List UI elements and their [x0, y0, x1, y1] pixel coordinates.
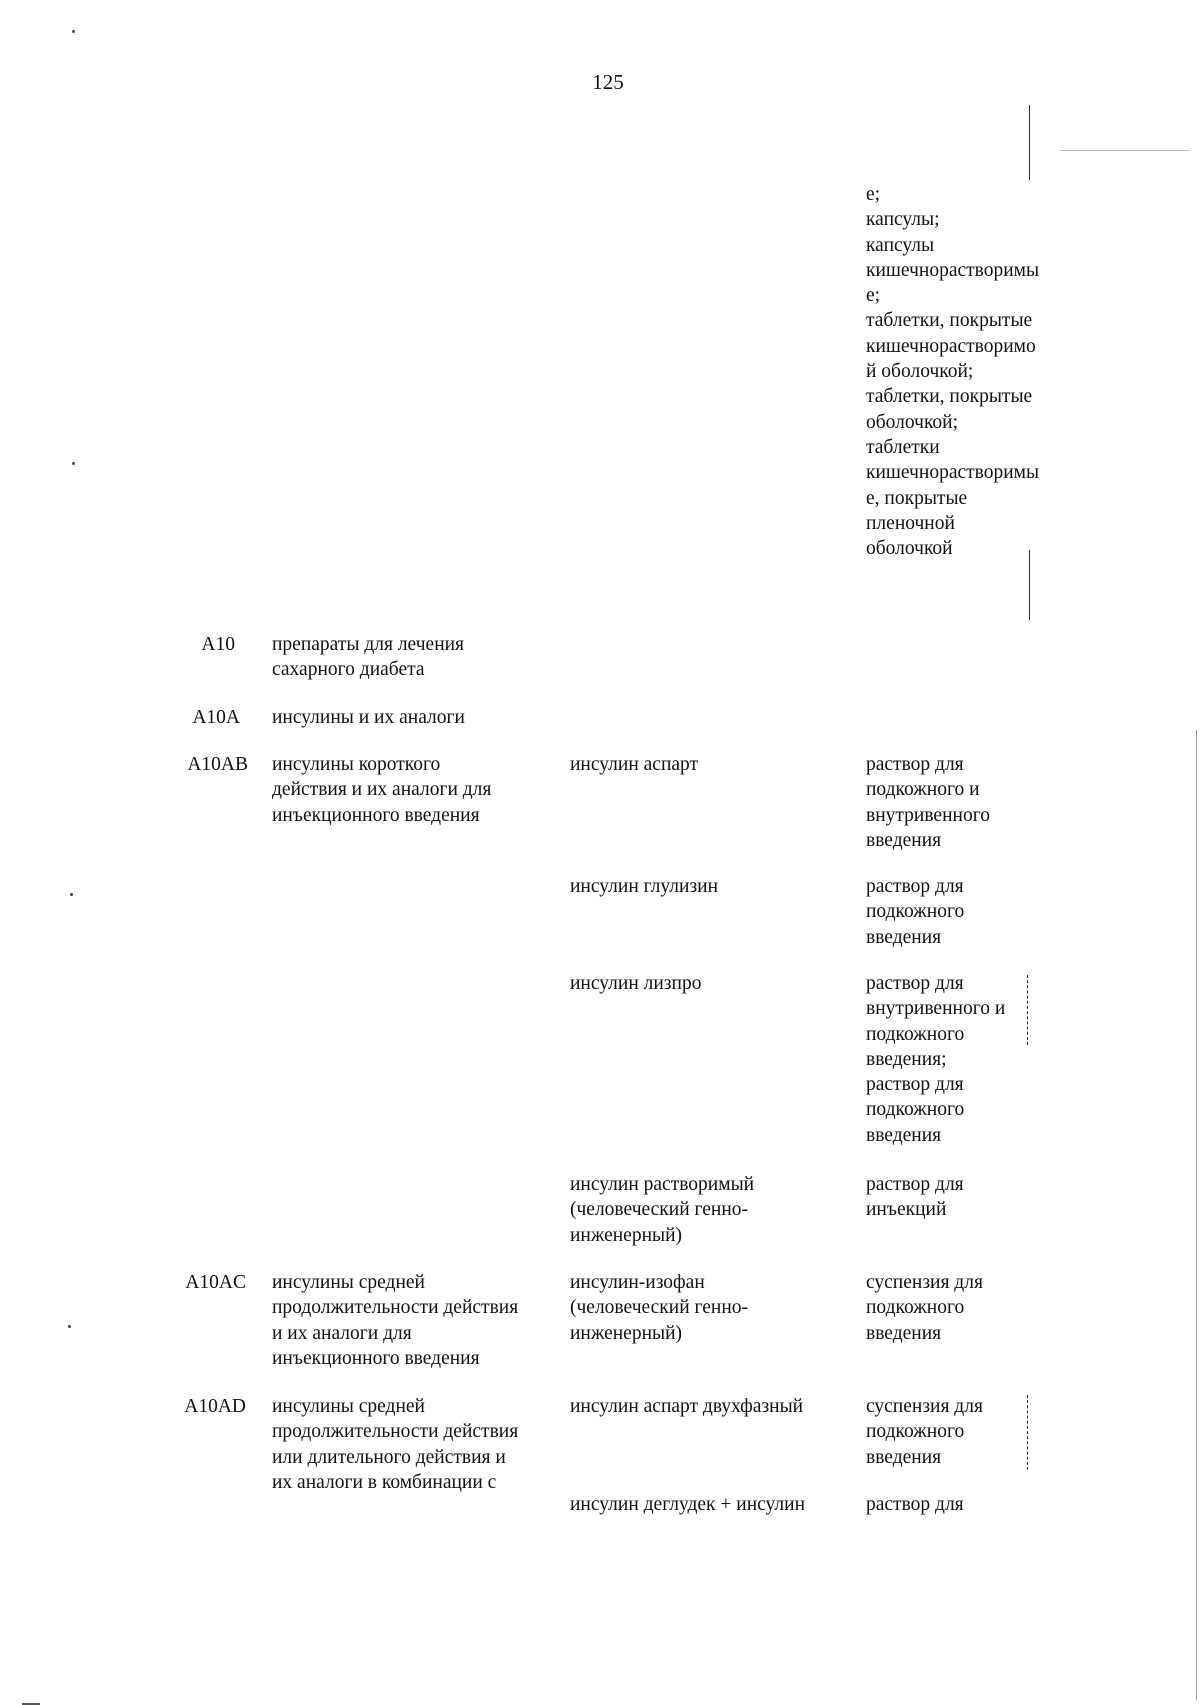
atc-code: A10AD: [184, 1396, 246, 1417]
scan-mark: [1060, 150, 1190, 151]
atc-code: A10A: [192, 707, 240, 728]
atc-group-name: инсулины короткого действия и их аналоги для инъекционного введения: [272, 754, 492, 826]
atc-code: A10AC: [185, 1272, 246, 1293]
atc-code: A10: [201, 634, 235, 655]
dosage-form: раствор для подкожного введения: [866, 876, 965, 948]
atc-group-name: инсулины и их аналоги: [272, 707, 465, 728]
page-edge: [1196, 730, 1197, 1700]
dosage-form: суспензия для подкожного введения: [866, 1396, 983, 1468]
page-number: 125: [592, 70, 624, 94]
drug-name: инсулин лизпро: [570, 973, 702, 994]
scan-mark: [1029, 550, 1030, 620]
drug-name: инсулин растворимый (человеческий генно- инженерный): [570, 1174, 755, 1246]
drug-name: инсулин глулизин: [570, 876, 719, 897]
scan-speck: [72, 30, 75, 33]
atc-code: A10AB: [187, 754, 248, 775]
atc-group-name: инсулины средней продолжительности действия или длительного действия и их аналоги в комбинации с: [272, 1396, 519, 1493]
atc-group-name: инсулины средней продолжительности действия и их аналоги для инъекционного введения: [272, 1272, 519, 1369]
dosage-form: суспензия для подкожного введения: [866, 1272, 983, 1344]
dosage-form: раствор для инъекций: [866, 1174, 964, 1221]
scan-mark: [1027, 1395, 1028, 1470]
drug-name: инсулин-изофан (человеческий генно- инженерный): [570, 1272, 749, 1344]
drug-name: инсулин аспарт двухфазный: [570, 1396, 804, 1417]
atc-group-name: препараты для лечения сахарного диабета: [272, 634, 465, 681]
continued-dosage-forms: е; капсулы; капсулы кишечнорастворимы е; таблетки, покрытые кишечнорастворимо й оболочкой; таблетки, покрытые оболочкой; таблетки кишечнорастворимы е, покрытые пленочной оболочкой: [866, 184, 1040, 560]
dosage-form: раствор для подкожного и внутривенного введения: [866, 754, 990, 851]
dosage-form: раствор для: [866, 1494, 964, 1515]
scan-mark: [1029, 105, 1030, 180]
dosage-form: раствор для внутривенного и подкожного введения; раствор для подкожного введения: [866, 973, 1006, 1146]
scan-speck: [72, 462, 75, 465]
drug-name: инсулин деглудек + инсулин: [570, 1494, 806, 1515]
scan-speck: [70, 893, 73, 896]
drug-name: инсулин аспарт: [570, 754, 699, 775]
scan-mark: [1027, 975, 1028, 1045]
scan-speck: [68, 1325, 71, 1328]
